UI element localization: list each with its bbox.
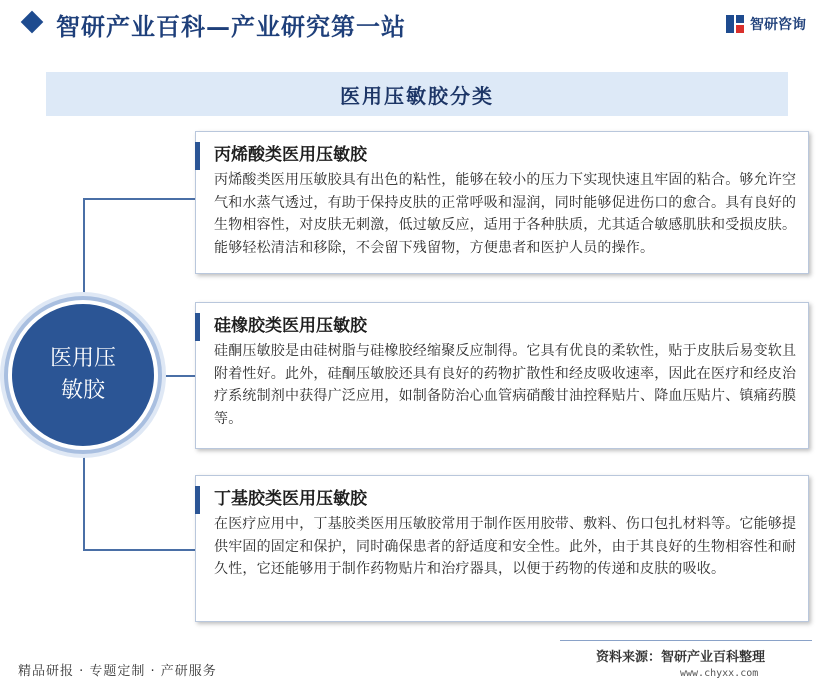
card-body: 在医疗应用中，丁基胶类医用压敏胶常用于制作医用胶带、敷料、伤口包扎材料等。它能够提供牢固的固定和保护，同时确保患者的舒适度和安全性。此外，由于其良好的生物相容性和耐久性，它还能够用于制作药物贴片和治疗器具，以便于药物的传递和皮肤的吸收。: [214, 516, 797, 577]
card-title: 丁基胶类医用压敏胶: [214, 489, 367, 509]
diagram-title-banner: [46, 72, 788, 116]
card-body: 硅酮压敏胶是由硅树脂与硅橡胶经缩聚反应制得。它具有优良的柔软性，贴于皮肤后易变软且附着性好。此外，硅酮压敏胶还具有良好的药物扩散性和经皮吸收速率，因此在医疗和经皮治疗系统制剂中获得广泛应用，如制备防治心血管病硝酸甘油控释贴片、降血压贴片、镇痛药膜等。: [214, 343, 797, 427]
center-node: [8, 300, 158, 450]
footer-services: 精品研报 · 专题定制 · 产研服务: [18, 664, 217, 679]
connector-branch-1: [83, 198, 195, 200]
diamond-icon: [21, 11, 44, 34]
footer-url: www.chyxx.com: [680, 668, 759, 679]
brand: [726, 14, 806, 34]
card-body: 丙烯酸类医用压敏胶具有出色的粘性，能够在较小的压力下实现快速且牢固的粘合。够允许空气和水蒸气透过，有助于保持皮肤的正常呼吸和湿润，同时能够促进伤口的愈合。具有良好的生物相容性，对皮肤无刺激，低过敏反应，适用于各种肤质，尤其适合敏感肌肤和受损皮肤。能够轻松清洁和移除，不会留下残留物，方便患者和医护人员的操作。: [214, 172, 797, 256]
header: [0, 0, 828, 46]
connector-branch-3: [83, 549, 195, 551]
footer-divider: [560, 640, 812, 641]
page-title: 智研产业百科—产业研究第一站: [56, 12, 406, 41]
center-node-label: 医用压敏胶: [49, 346, 116, 403]
card-title: 丙烯酸类医用压敏胶: [214, 145, 367, 165]
brand-logo-icon: [726, 15, 744, 33]
category-card-2: [195, 302, 809, 449]
footer-source: 资料来源：智研产业百科整理: [596, 650, 766, 665]
category-card-1: [195, 131, 809, 274]
card-title: 硅橡胶类医用压敏胶: [214, 316, 367, 336]
diagram-title: 医用压敏胶分类: [340, 83, 494, 108]
brand-name: 智研咨询: [750, 17, 806, 33]
category-card-3: [195, 475, 809, 622]
